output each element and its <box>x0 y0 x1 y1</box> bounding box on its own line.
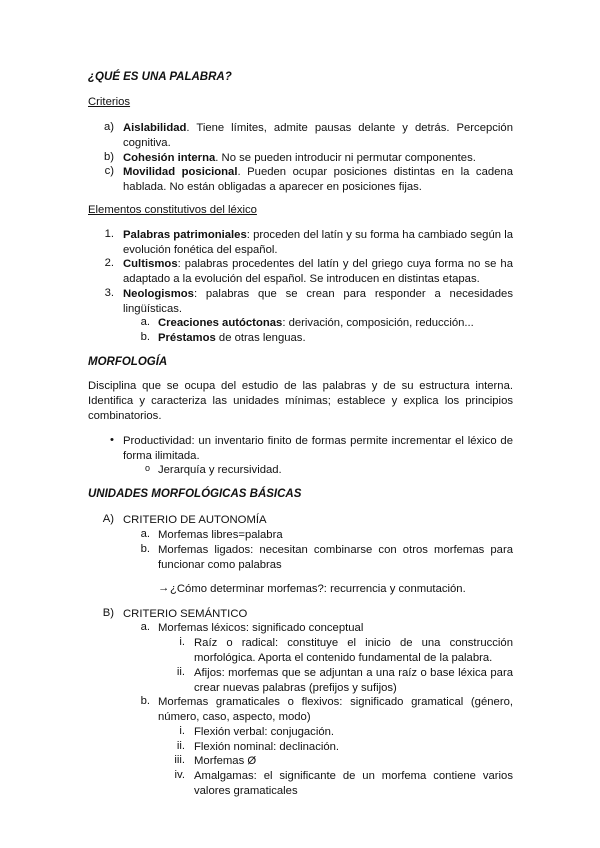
amalgamas: Amalgamas: el significante de un morfema contiene varios valores gramaticales <box>194 770 513 797</box>
list-marker: a. <box>140 528 150 540</box>
definition: : proceden del latín y su forma ha cambiado según la evolución fonética del español. <box>123 229 513 256</box>
term: Aislabilidad <box>123 122 187 134</box>
morfemas-gramaticales: Morfemas gramaticales o flexivos: significado gramatical (género, número, caso, aspecto, modo) <box>158 696 513 723</box>
flexion-verbal: Flexión verbal: conjugación. <box>194 726 335 738</box>
morfologia-paragraph: Disciplina que se ocupa del estudio de las palabras y de su estructura interna. Identifica y caracteriza las unidades mínimas; establece y explica los principios combinatorios. <box>88 380 513 422</box>
list-marker: iv. <box>174 769 185 781</box>
heading-morfologia: MORFOLOGÍA <box>88 356 168 368</box>
list-marker: i. <box>179 725 185 737</box>
term: Neologismos <box>123 288 194 300</box>
list-marker: a. <box>140 621 150 633</box>
raiz-item: Raíz o radical: constituye el inicio de una construcción morfológica. Aporta el contenido fundamental de la palabra. <box>194 637 513 664</box>
definition: : palabras que se crean para responder a necesidades lingüísticas. <box>123 288 513 315</box>
elemento-patrimoniales <box>123 228 513 258</box>
list-marker: 2. <box>104 257 114 269</box>
list-marker: i. <box>179 636 185 648</box>
arrow-right-icon: → <box>158 582 170 594</box>
list-marker: a. <box>140 316 150 328</box>
flexion-nominal: Flexión nominal: declinación. <box>194 741 340 753</box>
definition: de otras lenguas. <box>215 332 306 344</box>
list-marker: 3. <box>104 287 114 299</box>
list-marker: b. <box>140 695 150 707</box>
criterios-title: Criterios <box>88 96 131 108</box>
criterio-aislabilidad <box>123 121 513 151</box>
term: Cultismos <box>123 258 178 270</box>
morfemas-lexicos: Morfemas léxicos: significado conceptual <box>158 622 364 634</box>
list-marker: ii. <box>176 666 185 678</box>
bullet-icon: • <box>110 434 114 446</box>
afijos-item: Afijos: morfemas que se adjuntan a una raíz o base léxica para crear nuevas palabras (prefijos y sufijos) <box>194 667 513 694</box>
productividad-item: Productividad: un inventario finito de formas permite incrementar el léxico de forma ilimitada. <box>123 435 513 462</box>
criterio-semantico-title: CRITERIO SEMÁNTICO <box>123 608 248 620</box>
definition: . Pueden ocupar posiciones distintas en la cadena hablada. No están obligadas a aparecer en posiciones fijas. <box>123 166 513 193</box>
list-marker: B) <box>102 607 114 619</box>
list-marker: b) <box>103 151 114 163</box>
term: Creaciones autóctonas <box>158 317 283 329</box>
morfemas-ligados: Morfemas ligados: necesitan combinarse con otros morfemas para funcionar como palabras <box>158 544 513 571</box>
jerarquia-item: Jerarquía y recursividad. <box>158 464 282 476</box>
definition: . No se pueden introducir ni permutar componentes. <box>215 152 476 164</box>
definition: : derivación, composición, reducción... <box>282 317 474 329</box>
elemento-cultismos <box>123 257 513 287</box>
list-marker: 1. <box>104 228 114 240</box>
list-marker: A) <box>102 513 114 525</box>
list-marker: iii. <box>174 754 185 766</box>
term: Préstamos <box>158 332 216 344</box>
elemento-neologismos <box>123 287 513 317</box>
neologismo-prestamos <box>158 331 513 346</box>
list-marker: a) <box>103 121 114 133</box>
heading-que-es-palabra: ¿QUÉ ES UNA PALABRA? <box>88 71 232 83</box>
circle-bullet-icon: o <box>144 463 150 473</box>
determinar-morfemas-note: ¿Cómo determinar morfemas?: recurrencia y conmutación. <box>170 583 466 595</box>
morfemas-cero: Morfemas Ø <box>194 755 257 767</box>
list-marker: c) <box>104 165 114 177</box>
elementos-title: Elementos constitutivos del léxico <box>88 204 257 216</box>
definition: . Tiene límites, admite pausas delante y detrás. Percepción cognitiva. <box>123 122 513 149</box>
term: Cohesión interna <box>123 152 216 164</box>
neologismo-autoctonas <box>158 316 513 331</box>
heading-unidades: UNIDADES MORFOLÓGICAS BÁSICAS <box>88 488 302 500</box>
criterio-cohesion <box>123 151 513 166</box>
criterio-autonomia-title: CRITERIO DE AUTONOMÍA <box>123 514 267 526</box>
term: Movilidad posicional <box>123 166 238 178</box>
list-marker: b. <box>140 331 150 343</box>
morfemas-libres: Morfemas libres=palabra <box>158 529 283 541</box>
term: Palabras patrimoniales <box>123 229 247 241</box>
list-marker: ii. <box>176 740 185 752</box>
criterio-movilidad <box>123 165 513 195</box>
list-marker: b. <box>140 543 150 555</box>
definition: : palabras procedentes del latín y del griego cuya forma no se ha adaptado a la evolución del español. Se introducen en distintas etapas. <box>123 258 513 285</box>
